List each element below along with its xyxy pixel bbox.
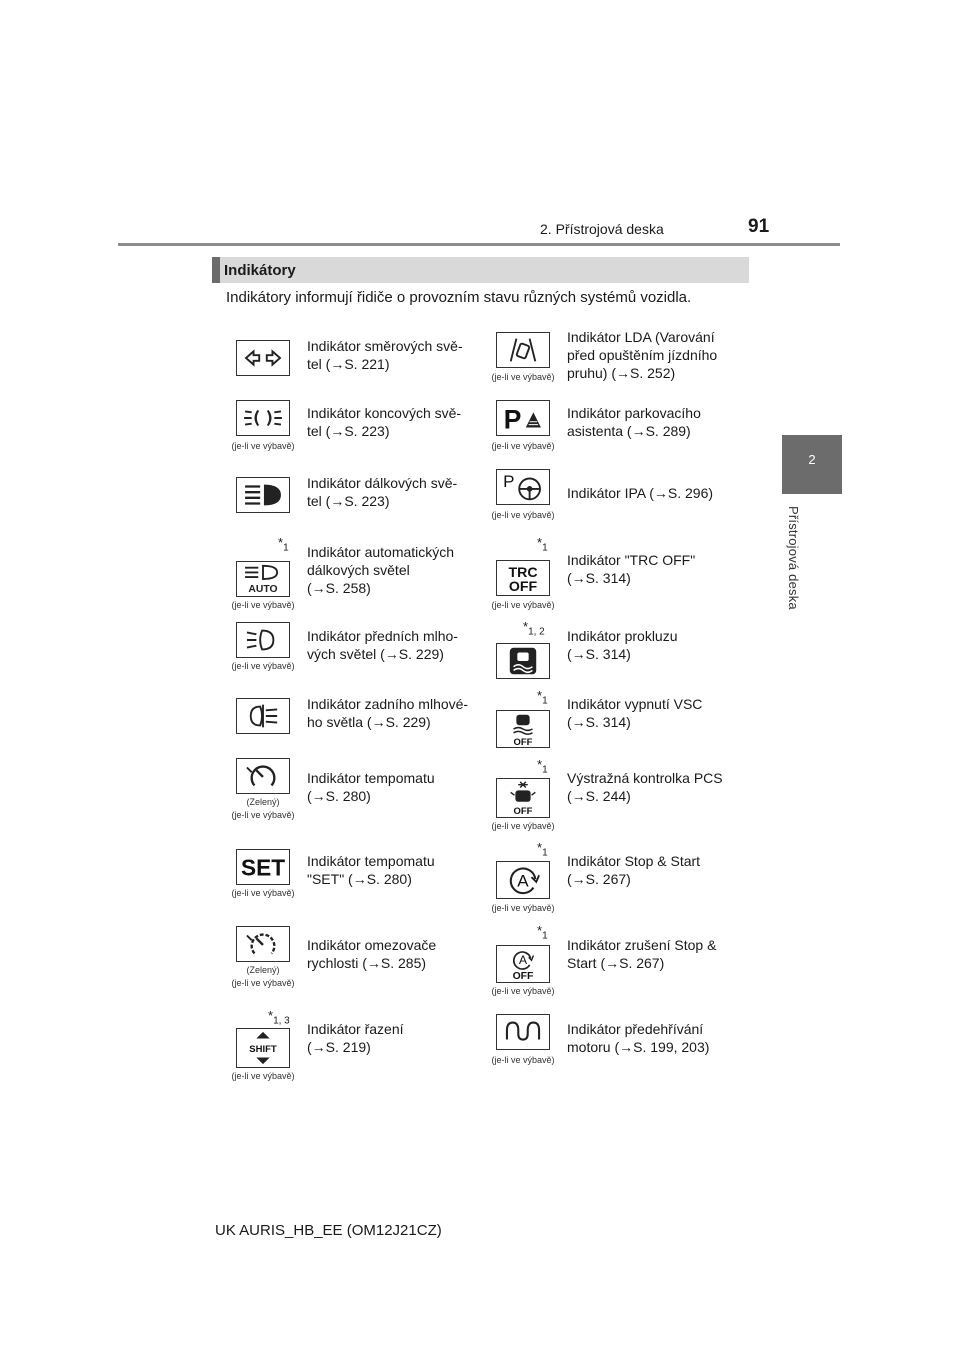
if-equipped-note: (je-li ve výbavě)	[231, 888, 295, 898]
header-rule	[118, 243, 840, 246]
lda-icon	[496, 332, 550, 368]
running-header-section: 2. Přístrojová deska	[540, 221, 664, 237]
chapter-tab-label: Přístrojová deska	[786, 506, 801, 610]
ipa-icon	[496, 469, 550, 505]
indicator-description: Indikátor tempomatu (→S. 280)	[307, 770, 435, 804]
indicator-description: Indikátor řazení (→S. 219)	[307, 1021, 404, 1055]
if-equipped-note: (je-li ve výbavě)	[491, 903, 555, 913]
indicator-description: Indikátor zadního mlhové- ho světla (→S. 229)	[307, 696, 469, 730]
indicator-description: Indikátor předehřívání motoru (→S. 199, 203)	[567, 1021, 710, 1055]
chapter-tab-number: 2	[808, 452, 816, 467]
indicator-description: Výstražná kontrolka PCS (→S. 244)	[567, 770, 723, 804]
pcs-warning-icon	[496, 778, 550, 818]
svg-text:AUTO: AUTO	[248, 584, 278, 596]
high-beam-icon	[236, 477, 290, 513]
svg-text:SHIFT: SHIFT	[249, 1043, 277, 1055]
indicator-description: Indikátor tempomatu "SET" (→S. 280)	[307, 853, 435, 887]
svg-text:P: P	[503, 472, 515, 491]
trc-off-icon	[496, 560, 550, 596]
indicator-description: Indikátor zrušení Stop & Start (→S. 267)	[567, 937, 717, 971]
green-note: (Zelený)	[246, 965, 280, 975]
if-equipped-note: (je-li ve výbavě)	[491, 372, 555, 382]
indicator-description: Indikátor prokluzu (→S. 314)	[567, 628, 678, 662]
svg-text:OFF: OFF	[513, 806, 533, 817]
shift-indicator-icon	[236, 1028, 290, 1068]
footnote-mark: $*_1$	[537, 535, 548, 554]
svg-text:OFF: OFF	[513, 737, 533, 747]
indicator-description: Indikátor parkovacího asistenta (→S. 289)	[567, 405, 701, 439]
document-footer: UK AURIS_HB_EE (OM12J21CZ)	[215, 1222, 442, 1239]
vsc-off-icon	[496, 710, 550, 748]
footnote-mark: $*_1$	[537, 840, 548, 859]
speed-limiter-icon	[236, 926, 290, 962]
svg-text:P: P	[503, 404, 522, 435]
svg-text:A: A	[518, 953, 528, 967]
indicator-description: Indikátor vypnutí VSC (→S. 314)	[567, 696, 703, 730]
if-equipped-note: (je-li ve výbavě)	[231, 1071, 295, 1081]
cruise-set-icon	[236, 849, 290, 885]
section-title: Indikátory	[224, 262, 296, 279]
if-equipped-note: (je-li ve výbavě)	[231, 978, 295, 988]
svg-text:OFF: OFF	[508, 579, 538, 595]
if-equipped-note: (je-li ve výbavě)	[491, 510, 555, 520]
footnote-mark: $*_{1, 3}$	[268, 1008, 290, 1027]
page-number: 91	[748, 216, 770, 237]
footnote-mark: $*_{1, 2}$	[523, 619, 545, 638]
slip-indicator-icon	[496, 643, 550, 679]
svg-text:TRC: TRC	[508, 565, 538, 582]
if-equipped-note: (je-li ve výbavě)	[231, 441, 295, 451]
section-intro: Indikátory informují řidiče o provozním stavu různých systémů vozidla.	[226, 289, 692, 306]
if-equipped-note: (je-li ve výbavě)	[231, 600, 295, 610]
indicator-description: Indikátor automatických dálkových světel (→S. 258)	[307, 544, 455, 596]
if-equipped-note: (je-li ve výbavě)	[231, 661, 295, 671]
if-equipped-note: (je-li ve výbavě)	[231, 810, 295, 820]
footnote-mark: $*_1$	[537, 688, 548, 707]
svg-text:A: A	[517, 871, 529, 891]
indicator-description: Indikátor koncových svě- tel (→S. 223)	[307, 405, 462, 439]
footnote-mark: $*_1$	[537, 757, 548, 776]
tail-light-icon	[236, 400, 290, 436]
svg-text:OFF: OFF	[512, 971, 534, 982]
indicator-description: Indikátor předních mlho- vých světel (→S. 229)	[307, 628, 458, 662]
parking-assist-icon	[496, 400, 550, 436]
stop-start-icon	[496, 861, 550, 899]
auto-high-beam-icon	[236, 561, 290, 597]
indicator-description: Indikátor omezovače rychlosti (→S. 285)	[307, 937, 437, 971]
indicator-description: Indikátor "TRC OFF" (→S. 314)	[567, 552, 696, 586]
indicator-description: Indikátor dálkových svě- tel (→S. 223)	[307, 475, 458, 509]
if-equipped-note: (je-li ve výbavě)	[491, 1055, 555, 1065]
if-equipped-note: (je-li ve výbavě)	[491, 600, 555, 610]
indicator-description: Indikátor LDA (Varování před opuštěním jízdního pruhu) (→S. 252)	[567, 329, 718, 381]
if-equipped-note: (je-li ve výbavě)	[491, 821, 555, 831]
front-fog-icon	[236, 622, 290, 658]
stop-start-cancel-icon	[496, 945, 550, 983]
turn-signal-icon	[236, 340, 290, 376]
cruise-control-icon	[236, 758, 290, 794]
if-equipped-note: (je-li ve výbavě)	[491, 986, 555, 996]
footnote-mark: $*_1$	[537, 923, 548, 942]
rear-fog-icon	[236, 698, 290, 734]
svg-text:SET: SET	[240, 854, 286, 881]
indicator-description: Indikátor směrových svě- tel (→S. 221)	[307, 338, 463, 372]
green-note: (Zelený)	[246, 797, 280, 807]
indicator-description: Indikátor IPA (→S. 296)	[567, 485, 714, 501]
footnote-mark: $*_1$	[278, 535, 289, 554]
indicator-description: Indikátor Stop & Start (→S. 267)	[567, 853, 701, 887]
if-equipped-note: (je-li ve výbavě)	[491, 441, 555, 451]
glow-plug-icon	[496, 1014, 550, 1050]
